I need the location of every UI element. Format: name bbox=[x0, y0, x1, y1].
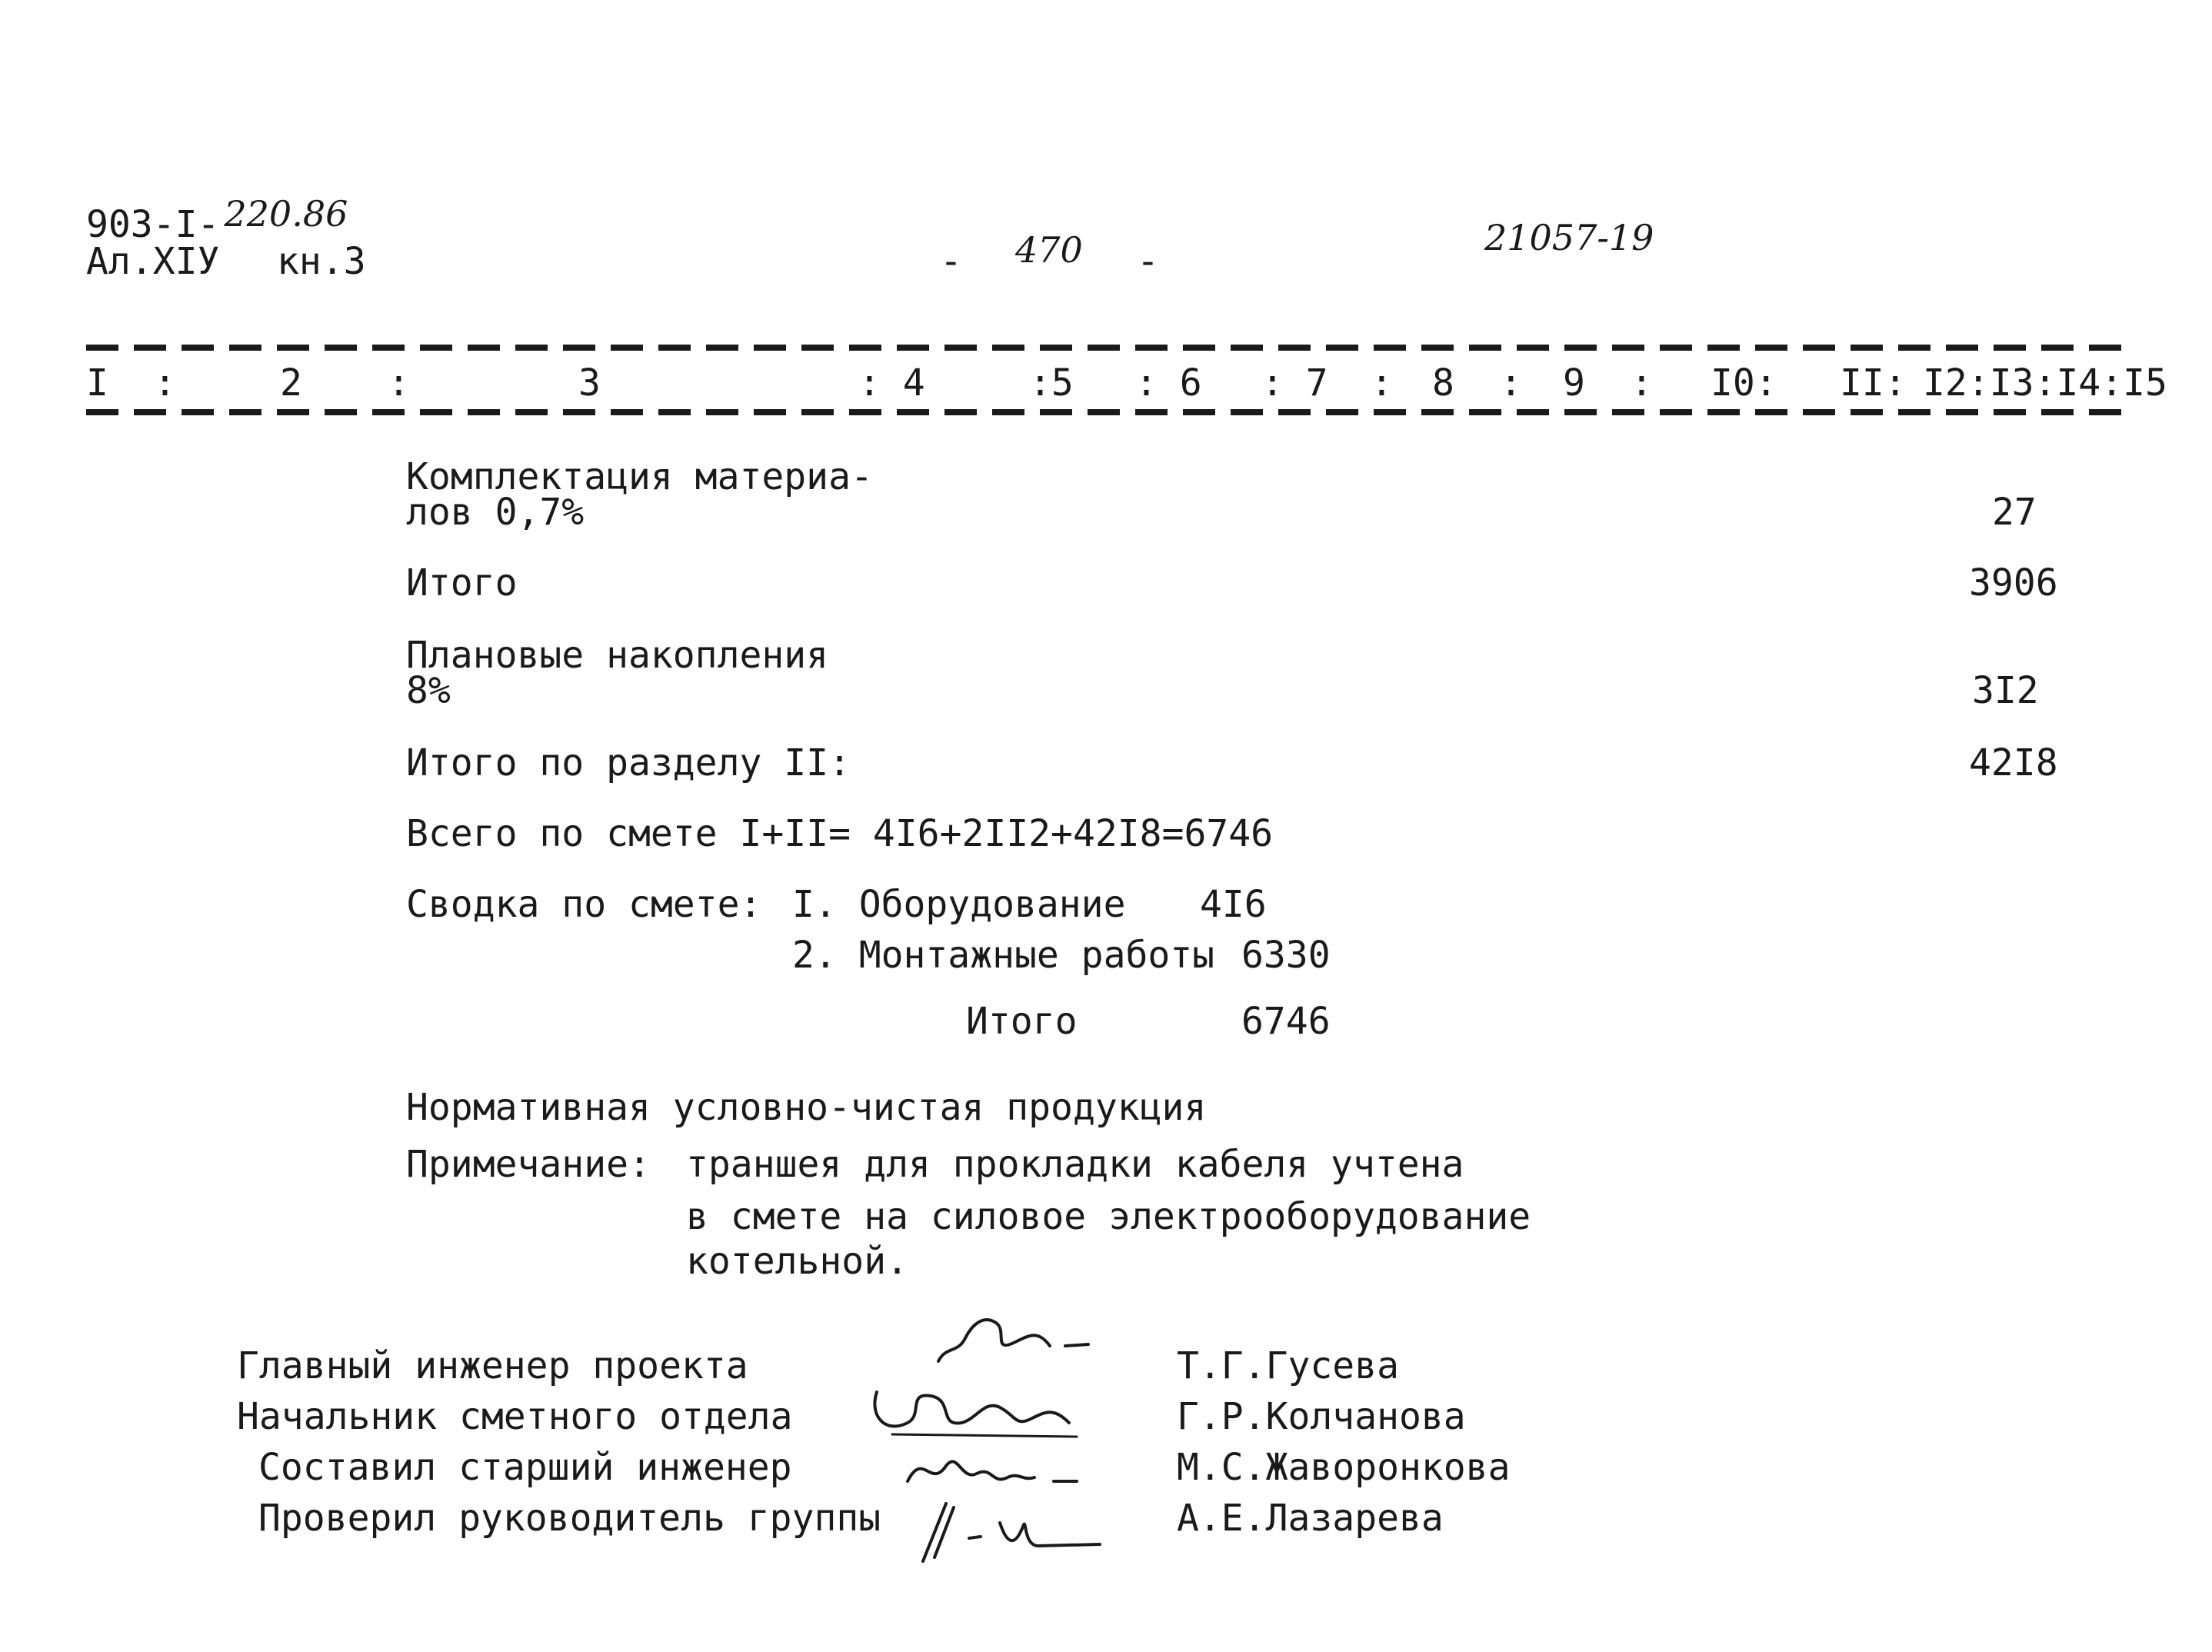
summary-value-equipment: 4I6 bbox=[1200, 883, 1267, 926]
column-9: 9 bbox=[1563, 361, 1585, 405]
row-label-materials-2: лов 0,7% bbox=[406, 491, 585, 534]
estimate-total-line: Всего по смете I+II= 4I6+2II2+42I8=6746 bbox=[406, 812, 1274, 855]
column-4: : 4 bbox=[858, 361, 925, 405]
column-11: II: bbox=[1840, 361, 1907, 405]
handwritten-signature-2 bbox=[861, 1361, 1092, 1446]
column-1: I bbox=[86, 361, 108, 405]
summary-item-installation: 2. Монтажные работы bbox=[792, 934, 1215, 977]
column-5: :5 bbox=[1029, 361, 1074, 405]
row-label-planned-1: Плановые накопления bbox=[406, 634, 829, 677]
project-code bbox=[86, 193, 348, 246]
row-label-subtotal: Итого bbox=[406, 561, 518, 605]
handwritten-signature-4 bbox=[892, 1492, 1123, 1569]
project-code-number: 220.86 bbox=[224, 193, 348, 235]
signature-role-head: Начальник сметного отдела bbox=[237, 1395, 793, 1438]
column-8: 8 bbox=[1432, 361, 1454, 405]
column-12-15: I2:I3:I4:I5 bbox=[1923, 361, 2167, 405]
note-label: Примечание: bbox=[406, 1143, 651, 1186]
column-sep-9: : bbox=[1631, 361, 1653, 405]
page-number: 470 bbox=[1015, 229, 1083, 271]
column-2: 2 bbox=[280, 361, 302, 405]
summary-total-value: 6746 bbox=[1241, 1000, 1331, 1043]
row-label-materials-1: Комплектация материа- bbox=[406, 455, 873, 498]
note-line-3: котельной. bbox=[686, 1240, 908, 1283]
column-3: 3 bbox=[578, 361, 601, 405]
signature-name-chief: Т.Г.Гусева bbox=[1177, 1344, 1399, 1387]
summary-item-equipment: I. Оборудование bbox=[792, 883, 1126, 926]
row-label-section-total: Итого по разделу II: bbox=[406, 741, 851, 784]
column-6: : 6 bbox=[1135, 361, 1202, 405]
page-dash-right: - bbox=[1137, 240, 1159, 283]
summary-total-label: Итого bbox=[966, 1000, 1078, 1043]
row-value-section-total: 42I8 bbox=[1969, 741, 2058, 784]
note-line-1: траншея для прокладки кабеля учтена bbox=[686, 1143, 1464, 1186]
signature-role-chief: Главный инженер проекта bbox=[237, 1344, 748, 1387]
row-value-planned: 3I2 bbox=[1972, 669, 2039, 712]
column-sep-1: : bbox=[154, 361, 176, 405]
book-label: кн.3 bbox=[277, 240, 366, 283]
column-sep-2: : bbox=[388, 361, 410, 405]
signature-name-head: Г.Р.Колчанова bbox=[1177, 1395, 1466, 1438]
column-10: I0: bbox=[1711, 361, 1777, 405]
row-label-planned-2: 8% bbox=[406, 669, 451, 712]
album-label: Ал.XIУ bbox=[86, 240, 220, 283]
column-7: : 7 bbox=[1261, 361, 1328, 405]
summary-label: Сводка по смете: bbox=[406, 883, 762, 926]
signature-name-compiler: М.С.Жаворонкова bbox=[1177, 1446, 1511, 1489]
summary-value-installation: 6330 bbox=[1241, 934, 1331, 977]
page-dash-left: - bbox=[940, 240, 962, 283]
normative-production: Нормативная условно-чистая продукция bbox=[406, 1086, 1207, 1129]
column-sep-8: : bbox=[1500, 361, 1522, 405]
column-rule-bottom bbox=[86, 409, 2132, 415]
project-code-prefix: 903-I- bbox=[86, 203, 220, 246]
note-line-2: в смете на силовое электрооборудование bbox=[686, 1195, 1531, 1238]
row-value-subtotal: 3906 bbox=[1969, 561, 2058, 605]
row-value-materials: 27 bbox=[1992, 491, 2037, 534]
column-rule-top bbox=[86, 345, 2132, 351]
signature-role-compiler: Составил старший инженер bbox=[258, 1446, 792, 1489]
doc-number: 21057-19 bbox=[1484, 217, 1654, 258]
signature-name-checker: А.Е.Лазарева bbox=[1177, 1497, 1444, 1540]
column-sep-7: : bbox=[1371, 361, 1393, 405]
signature-role-checker: Проверил руководитель группы bbox=[258, 1497, 881, 1540]
